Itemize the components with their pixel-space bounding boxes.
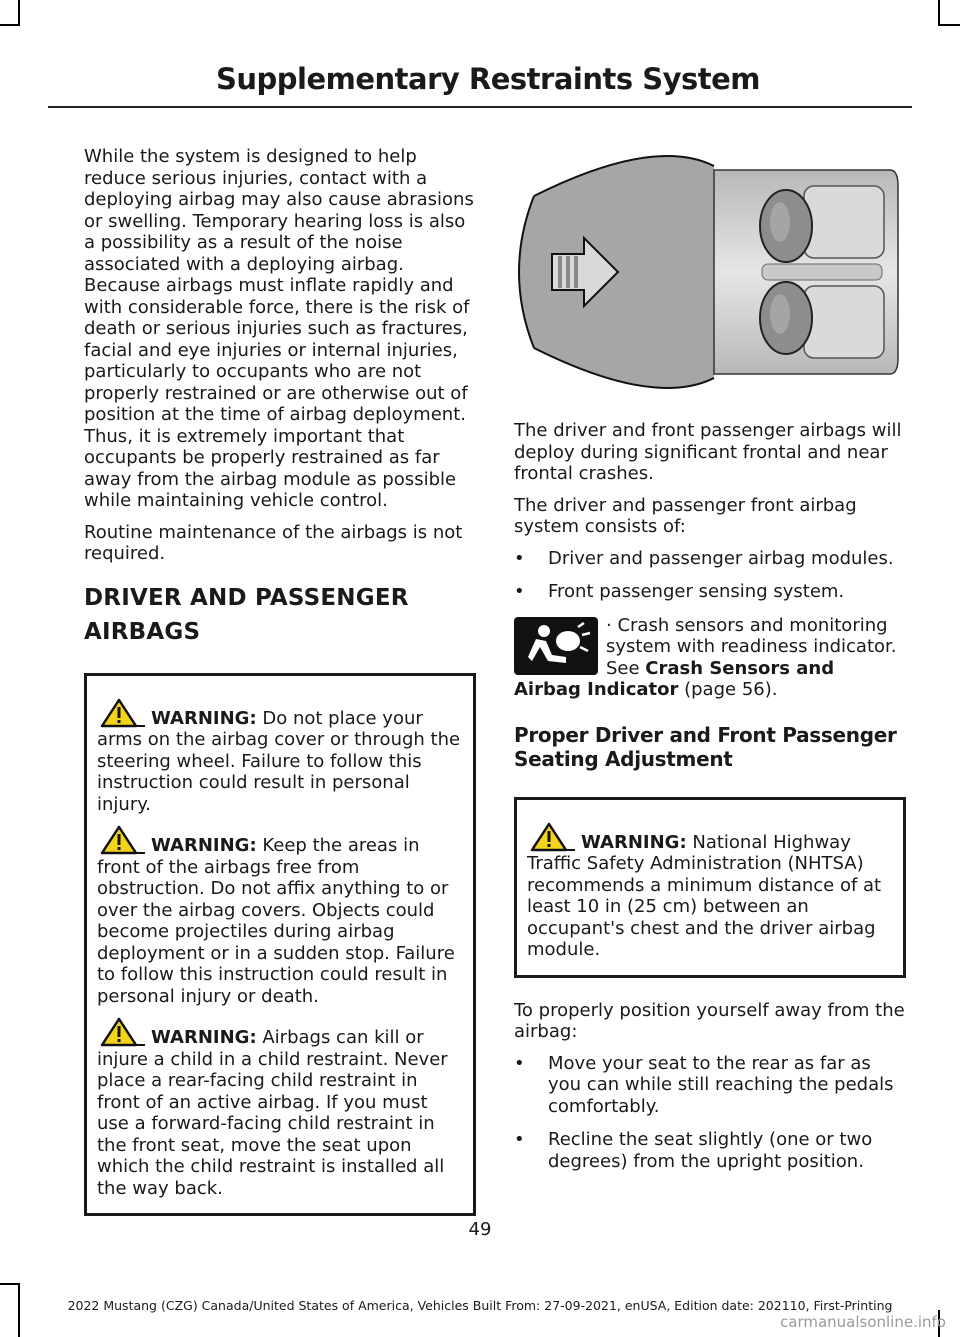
warning-box — [84, 673, 476, 1217]
warning-text: Airbags can kill or injure a child in a child restraint. Never place a rear-facing child restraint in front of an active airbag. If you must use a forward-facing child restraint in the front seat, move the seat upon which the child restraint is installed all the way back. — [97, 1027, 448, 1199]
bullet-list — [514, 548, 906, 603]
crop-mark — [0, 1283, 20, 1285]
warning-label: WARNING: — [151, 1027, 257, 1048]
warning — [527, 822, 893, 961]
subsection-heading: Proper Driver and Front Passenger Seating Adjustment — [514, 722, 897, 771]
warning-triangle-icon — [99, 825, 145, 855]
list-item: • Driver and passenger airbag modules. — [514, 548, 906, 570]
car-top-view-image — [514, 146, 904, 398]
indicator-text: · Crash sensors and monitoring system with readiness indicator. See — [606, 614, 897, 679]
paragraph: While the system is designed to help reduce serious injuries, contact with a deploying airbag may also cause abrasions or swelling. Temporary hearing loss is also a possibility as a result of the noise associated with a deploying airbag. Because airbags must inflate rapidly and with considerable force, there is the risk of death or serious injuries such as fractures, facial and eye injuries or internal injuries, particularly to occupants who are not properly restrained or are otherwise out of position at the time of airbag deployment. Thus, it is extremely important that occupants be properly restrained as far away from the airbag module as possible while maintaining vehicle control. — [84, 146, 474, 511]
indicator-text: (page 56). — [678, 679, 778, 700]
crop-mark — [18, 0, 20, 26]
warning — [97, 1017, 463, 1199]
footer-text: 2022 Mustang (CZG) Canada/United States of America, Vehicles Built From: 27-09-2021, enUSA, Edition date: 202110, First-Printing — [67, 1298, 893, 1313]
warning-text: Keep the areas in front of the airbags free from obstruction. Do not affix anything to or over the airbag covers. Objects could become projectiles during airbag deployment or in a sudden stop. Failure to follow this instruction could result in personal injury or death. — [97, 835, 455, 1007]
warning-label: WARNING: — [581, 831, 687, 853]
warning-triangle-icon — [529, 822, 575, 852]
list-item: • Recline the seat slightly (one or two degrees) from the upright position. — [514, 1129, 906, 1172]
paragraph: Routine maintenance of the airbags is not required. — [84, 521, 463, 564]
warning-text: Do not place your arms on the airbag cover or through the steering wheel. Failure to follow this instruction could result in personal injury. — [97, 707, 461, 815]
left-column — [84, 146, 476, 1216]
warning — [97, 698, 463, 816]
airbag-warning-icon — [514, 617, 598, 675]
paragraph: The driver and front passenger airbags will deploy during significant frontal and near frontal crashes. — [514, 420, 902, 484]
watermark: carmanualsonline.info — [780, 1313, 946, 1331]
section-heading — [84, 581, 476, 649]
crop-mark — [938, 0, 940, 26]
section-heading-line: DRIVER AND PASSENGER — [84, 584, 409, 611]
list-item: • Move your seat to the rear as far as you can while still reaching the pedals comfortably. — [514, 1053, 906, 1118]
list-item: • Front passenger sensing system. — [514, 581, 906, 603]
right-column — [514, 146, 906, 1184]
warning-label: WARNING: — [151, 835, 257, 856]
warning-triangle-icon — [99, 1017, 145, 1047]
section-heading-line: AIRBAGS — [84, 618, 201, 645]
bullet-list — [514, 1053, 906, 1173]
warning-label: WARNING: — [151, 707, 257, 729]
airbag-indicator-row — [514, 615, 906, 701]
warning-triangle-icon — [99, 698, 145, 728]
crop-mark — [0, 24, 20, 26]
page-title: Supplementary Restraints System — [215, 62, 760, 96]
page-number: 49 — [468, 1219, 492, 1240]
warning-box — [514, 797, 906, 978]
airbag-deployment-illustration — [514, 146, 904, 398]
warning — [97, 825, 463, 1007]
warning-text: National Highway Traffic Safety Administration (NHTSA) recommends a minimum distance of at least 10 in (25 cm) between an occupant's chest and the driver airbag module. — [527, 831, 882, 960]
crop-mark — [938, 24, 960, 26]
page-reference-link[interactable]: Crash Sensors and Airbag Indicator — [514, 657, 835, 700]
paragraph: The driver and passenger front airbag system consists of: — [514, 494, 857, 537]
paragraph: To properly position yourself away from the airbag: — [514, 999, 905, 1042]
header-rule — [48, 106, 912, 108]
